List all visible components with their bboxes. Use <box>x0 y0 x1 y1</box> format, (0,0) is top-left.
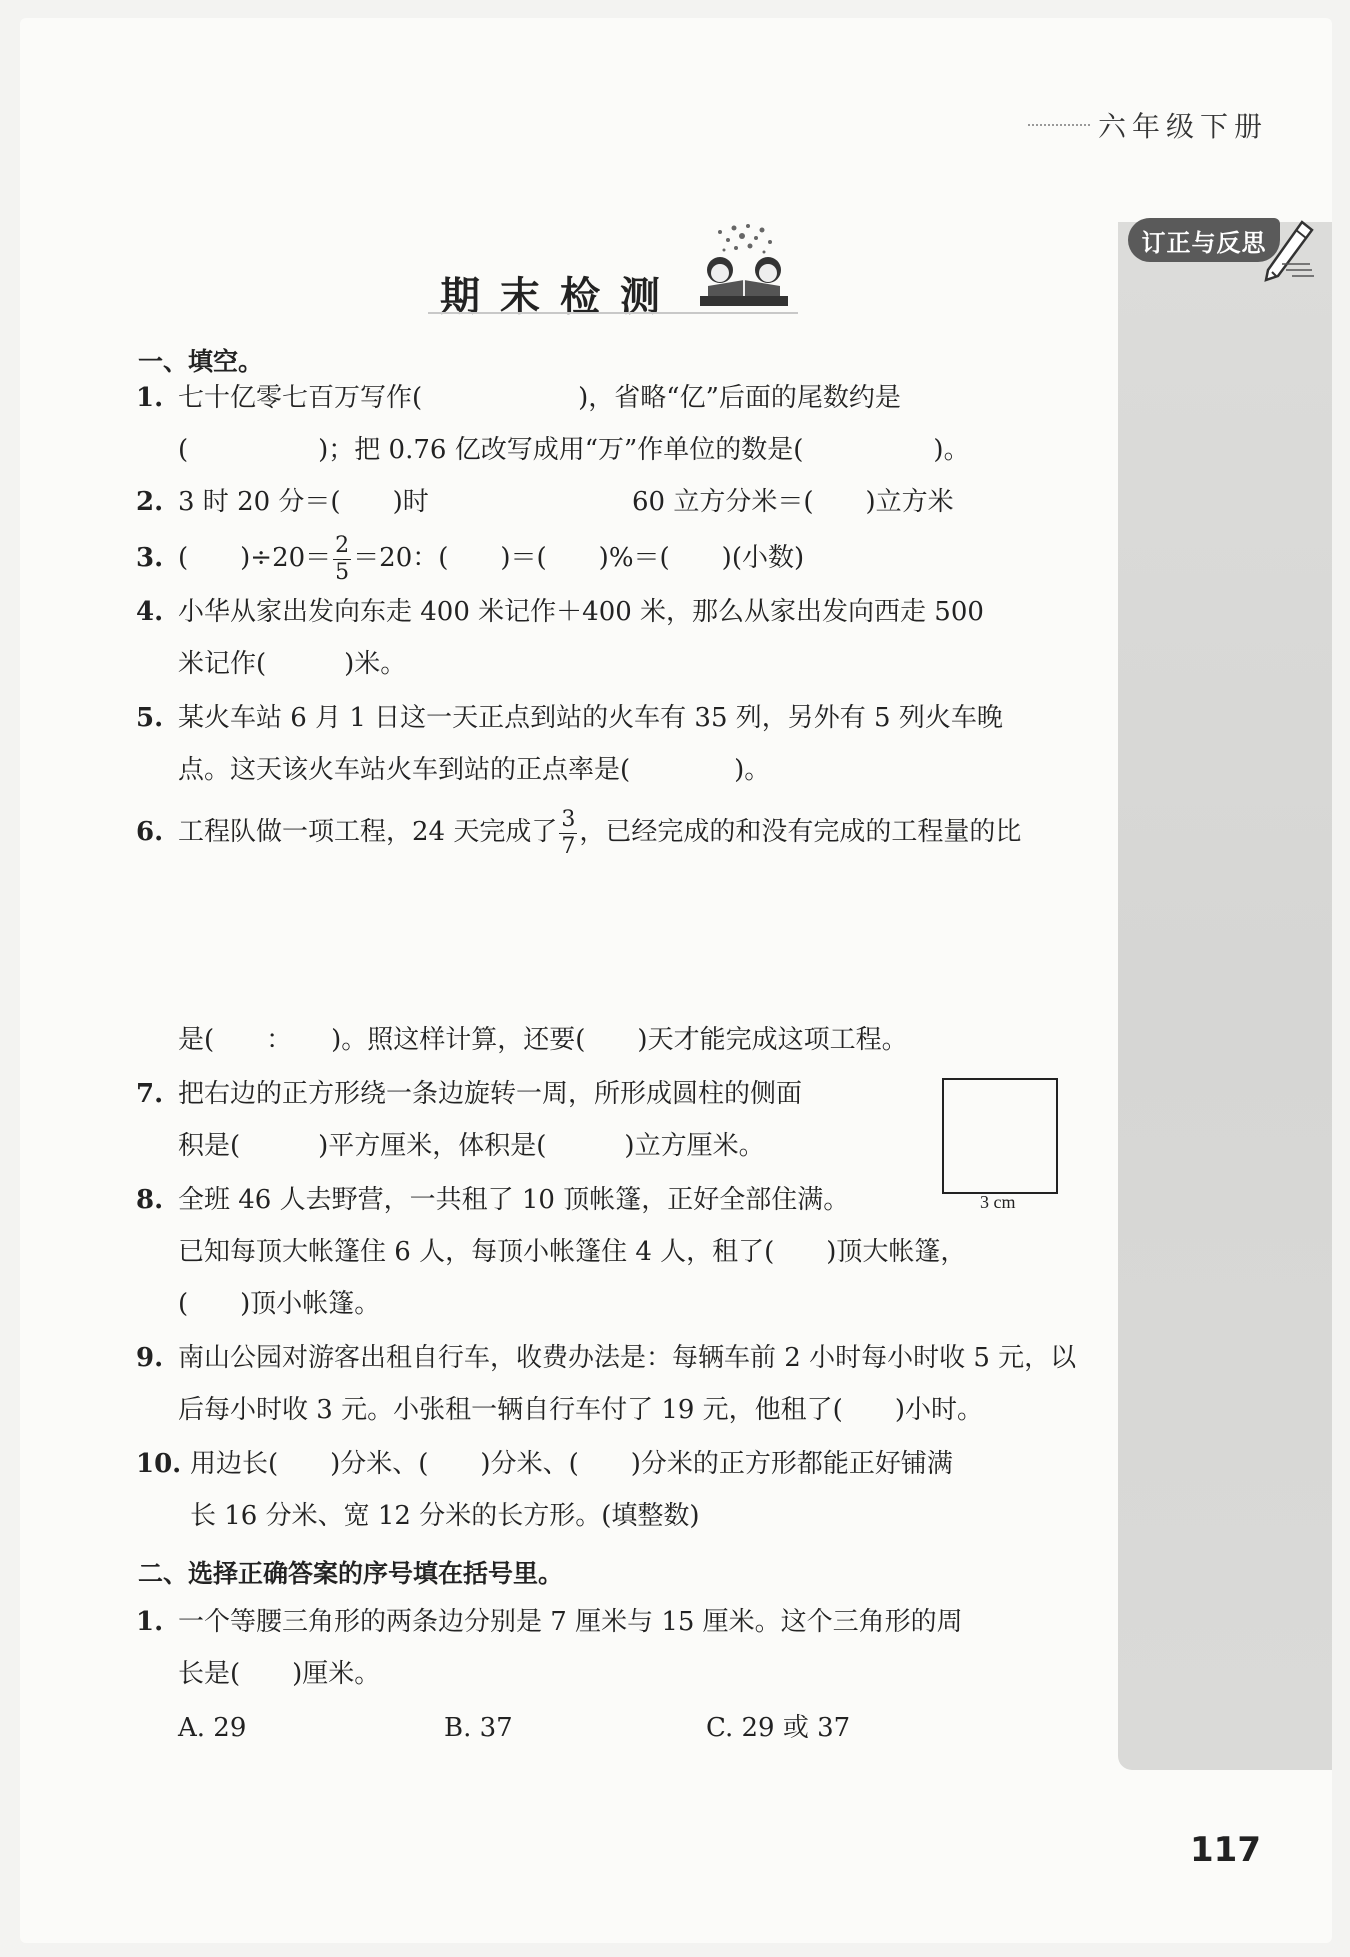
fraction: $\frac{3}{7}$ <box>561 806 576 859</box>
question-number: 1. <box>136 1607 164 1637</box>
kids-reading-icon <box>690 222 798 314</box>
section-2-heading: 二、选择正确答案的序号填在括号里。 <box>138 1559 564 1588</box>
reflect-tab: 订正与反思 <box>1128 218 1280 262</box>
fraction: $\frac{2}{5}$ <box>335 532 350 585</box>
question-text: 全班 46 人去野营，一共租了 10 顶帐篷，正好全部住满。 <box>178 1185 850 1215</box>
option-c: C. 29 或 37 <box>706 1713 851 1743</box>
question-number: 10. <box>136 1449 182 1479</box>
question-number: 3. <box>136 543 164 573</box>
question-text-cont: ，已经完成的和没有完成的工程量的比 <box>579 817 1022 847</box>
question-6-line-2: 是( ： )。照这样计算，还要( )天才能完成这项工程。 <box>178 1025 908 1055</box>
section-1-heading: 一、填空。 <box>138 347 264 376</box>
grade-label: 六年级下册 <box>1092 105 1274 145</box>
choice-question-1-line-2: 长是( )厘米。 <box>178 1659 381 1689</box>
question-8-line-2: 已知每顶大帐篷住 6 人，每顶小帐篷住 4 人，租了( )顶大帐篷， <box>178 1237 967 1267</box>
question-8 <box>136 1174 849 1226</box>
option-b: B. 37 <box>444 1713 513 1743</box>
question-2 <box>136 476 429 528</box>
pencil-icon <box>1262 212 1318 284</box>
question-5 <box>136 692 1003 744</box>
question-text: 某火车站 6 月 1 日这一天正点到站的火车有 35 列，另外有 5 列火车晚 <box>178 703 1003 733</box>
correction-reflection-panel <box>1118 222 1332 1770</box>
question-1-line-2: ( )；把 0.76 亿改写成用“万”作单位的数是( )。 <box>178 435 970 465</box>
question-9 <box>136 1332 1076 1384</box>
question-9-line-2: 后每小时收 3 元。小张租一辆自行车付了 19 元，他租了( )小时。 <box>178 1395 983 1425</box>
question-text: ( )÷20＝ <box>178 543 332 573</box>
question-text: 用边长( )分米、( )分米、( )分米的正方形都能正好铺满 <box>190 1449 953 1479</box>
grade-dotted-line <box>1028 124 1090 126</box>
square-figure <box>942 1078 1058 1194</box>
question-4 <box>136 586 984 638</box>
question-number: 4. <box>136 597 164 627</box>
question-text-cont: ＝20：( )＝( )%＝( )(小数) <box>353 543 805 573</box>
question-text: 小华从家出发向东走 400 米记作＋400 米，那么从家出发向西走 500 <box>178 597 984 627</box>
question-4-line-2: 米记作( )米。 <box>178 649 407 679</box>
question-text: 一个等腰三角形的两条边分别是 7 厘米与 15 厘米。这个三角形的周 <box>178 1607 963 1637</box>
question-number: 5. <box>136 703 164 733</box>
page-title: 期末检测 <box>440 274 680 320</box>
question-number: 2. <box>136 487 164 517</box>
choice-question-1 <box>136 1596 963 1648</box>
question-text: 工程队做一项工程，24 天完成了 <box>178 817 558 847</box>
question-10-line-2: 长 16 分米、宽 12 分米的长方形。(填整数) <box>190 1501 700 1531</box>
question-number: 7. <box>136 1079 164 1109</box>
question-1 <box>136 372 901 424</box>
question-text: 南山公园对游客出租自行车，收费办法是：每辆车前 2 小时每小时收 5 元，以 <box>178 1343 1077 1373</box>
option-a: A. 29 <box>178 1713 247 1743</box>
question-text: 七十亿零七百万写作( )，省略“亿”后面的尾数约是 <box>178 383 901 413</box>
question-7-line-2: 积是( )平方厘米，体积是( )立方厘米。 <box>178 1131 765 1161</box>
question-2-right: 60 立方分米＝( )立方米 <box>632 487 954 517</box>
question-number: 6. <box>136 817 164 847</box>
question-10 <box>136 1438 953 1490</box>
question-text-left: 3 时 20 分＝( )时 <box>178 487 429 517</box>
question-3 <box>136 532 804 584</box>
question-8-line-3: ( )顶小帐篷。 <box>178 1289 381 1319</box>
question-6 <box>136 806 1021 858</box>
question-number: 8. <box>136 1185 164 1215</box>
question-7 <box>136 1068 802 1120</box>
square-side-label: 3 cm <box>980 1192 1016 1212</box>
question-text: 把右边的正方形绕一条边旋转一周，所形成圆柱的侧面 <box>178 1079 803 1109</box>
page-number: 117 <box>1190 1830 1261 1870</box>
question-number: 9. <box>136 1343 164 1373</box>
question-5-line-2: 点。这天该火车站火车到站的正点率是( )。 <box>178 755 771 785</box>
question-number: 1. <box>136 383 164 413</box>
